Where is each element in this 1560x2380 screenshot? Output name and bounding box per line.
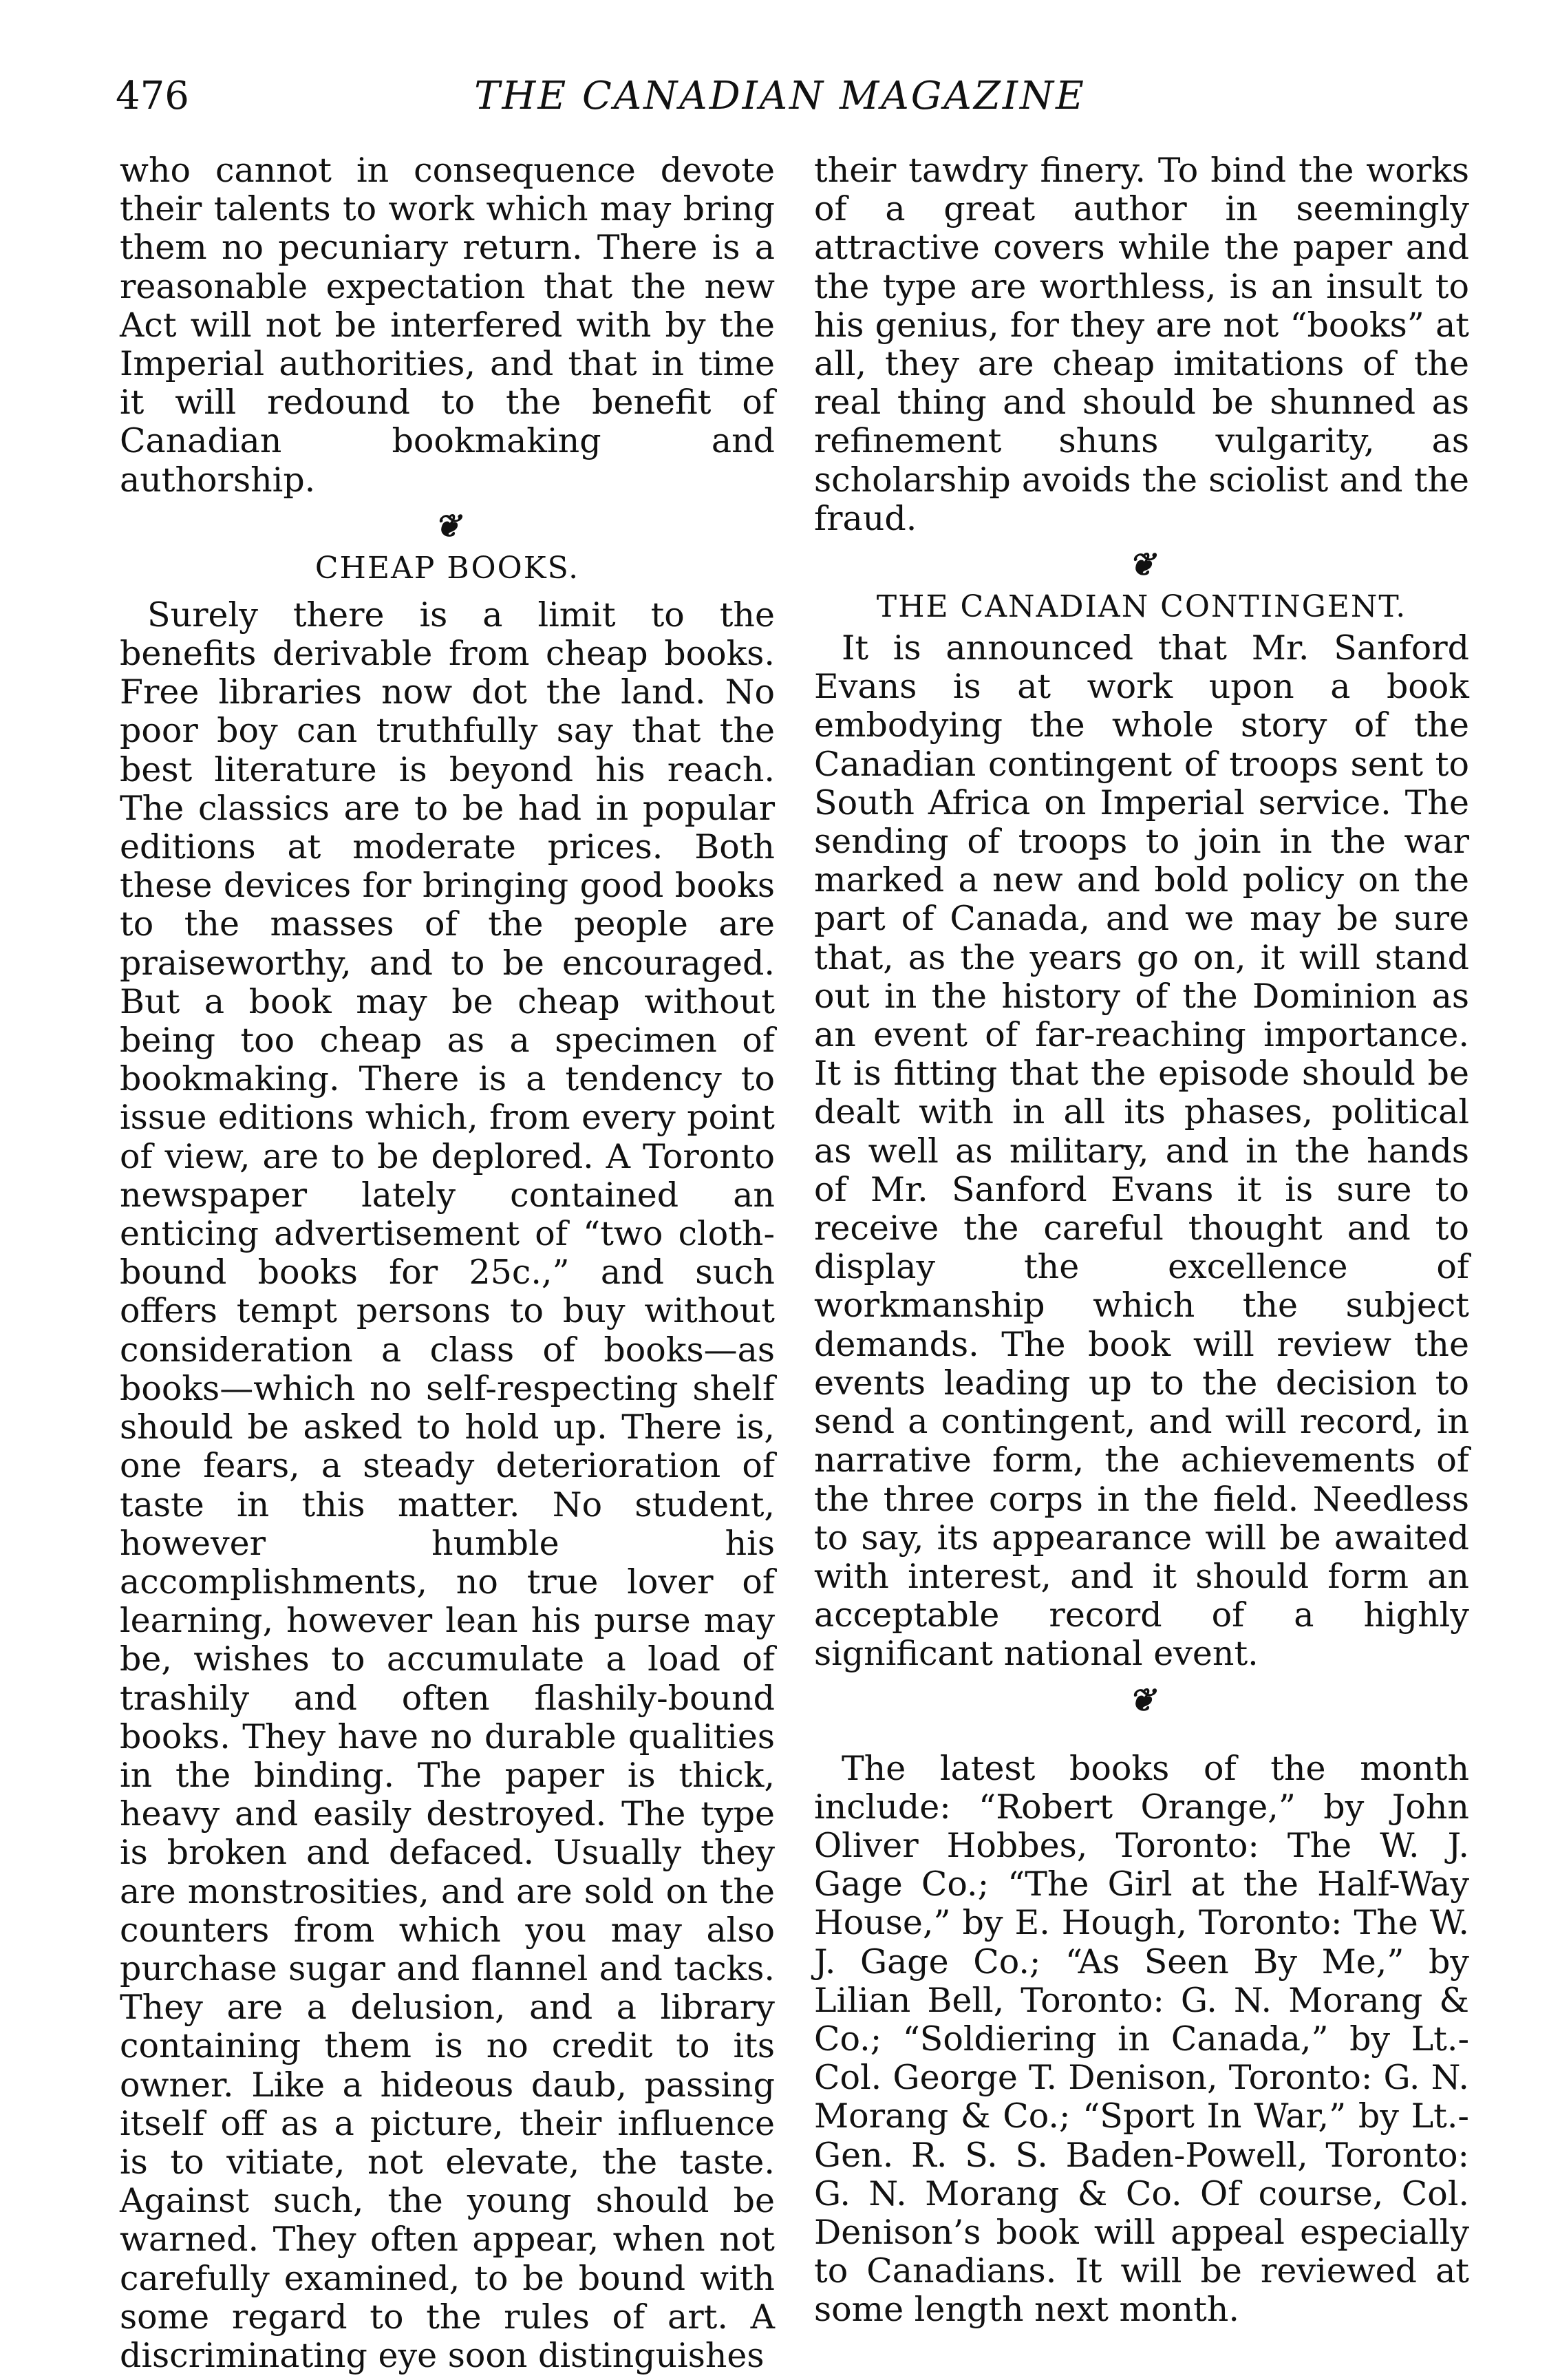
cheap-books-paragraph: Surely there is a limit to the benefits derivable from cheap books. Free libraries now dot the land. No poor boy can truthfully say that the best literature is beyond his reach. The classics are to be had in popular editions at moderate prices. Both these devices for bringing good books to the masses of the people are praiseworthy, and to be encouraged. But a book may be cheap without being too cheap as a specimen of bookmaking. There is a tendency to issue editions which, from every point of view, are to be deplored. A Toronto newspaper lately contained an enticing advertisement of “two cloth-bound books for 25c.,” and such offers tempt persons to buy without consideration a class of books—as books—which no self-respecting shelf should be asked to hold up. There is, one fears, a steady deterioration of taste in this matter. No student, however humble his accomplishments, no true lover of learning, however lean his purse may be, wishes to accumulate a load of trashily and often flashily-bound books. They have no durable qualities in the binding. The paper is thick, heavy and easily destroyed. The type is broken and defaced. Usually they are monstrosities, and are sold on the counters from which you may also purchase sugar and flannel and tacks. They are a delusion, and a library containing them is no credit to its owner. Like a hideous daub, passing itself off as a picture, their influence is to vitiate, not elevate, the taste. Against such, the young should be warned. They often appear, when not carefully examined, to be bound with some regard to the rules of art. A discriminating eye soon distinguishes xyxy=(120,595,775,2375)
page-number: 476 xyxy=(116,74,189,118)
left-paragraph-continued: who cannot in consequence devote their talents to work which may bring them no pecuniary return. There is a reasonable expectation that the new Act will not be interfered with by the Imperial authorities, and that in time it will redound to the benefit of Canadian bookmaking and authorship. xyxy=(120,151,775,500)
running-title: THE CANADIAN MAGAZINE xyxy=(474,74,1086,118)
section-heading-canadian-contingent: THE CANADIAN CONTINGENT. xyxy=(876,589,1407,625)
ornament-icon: ❦ xyxy=(434,507,461,544)
ornament-icon: ❦ xyxy=(1128,546,1155,584)
latest-books-paragraph: The latest books of the month include: “Robert Orange,” by John Oliver Hobbes, Toronto: The W. J. Gage Co.; “The Girl at the Half-Way House,” by E. Hough, Toronto: The W. J. Gage Co.; “As Seen By Me,” by Lilian Bell, Toronto: G. N. Morang & Co.; “Soldiering in Canada,” by Lt.-Col. George T. Denison, Toronto: G. N. Morang & Co.; “Sport In War,” by Lt.-Gen. R. S. S. Baden-Powell, Toronto: G. N. Morang & Co. Of course, Col. Denison’s book will appeal especially to Canadians. It will be reviewed at some length next month. xyxy=(814,1748,1469,2330)
canadian-contingent-paragraph: It is announced that Mr. Sanford Evans is at work upon a book embodying the whole story of the Canadian contingent of troops sent to South Africa on Imperial service. The sending of troops to join in the war marked a new and bold policy on the part of Canada, and we may be sure that, as the years go on, it will stand out in the history of the Dominion as an event of far-reaching importance. It is fitting that the episode should be dealt with in all its phases, political as well as military, and in the hands of Mr. Sanford Evans it is sure to receive the careful thought and to display the excellence of workmanship which the subject demands. The book will review the events leading up to the decision to send a contingent, and will record, in narrative form, the achievements of the three corps in the field. Needless to say, its appearance will be awaited with interest, and it should form an acceptable record of a highly significant national event. xyxy=(814,628,1469,1674)
right-paragraph-continued: their tawdry finery. To bind the works of a great author in seemingly attractive covers while the paper and the type are worthless, is an insult to his genius, for they are not “books” at all, they are cheap imitations of the real thing and should be shunned as refinement shuns vulgarity, as scholarship avoids the sciolist and the fraud. xyxy=(814,151,1469,538)
ornament-icon: ❦ xyxy=(1128,1681,1155,1719)
right-column xyxy=(814,151,1469,2330)
spacer xyxy=(814,1722,1469,1750)
left-column xyxy=(120,151,775,2375)
section-heading-cheap-books: CHEAP BOOKS. xyxy=(314,550,580,586)
page-header xyxy=(0,69,1560,124)
